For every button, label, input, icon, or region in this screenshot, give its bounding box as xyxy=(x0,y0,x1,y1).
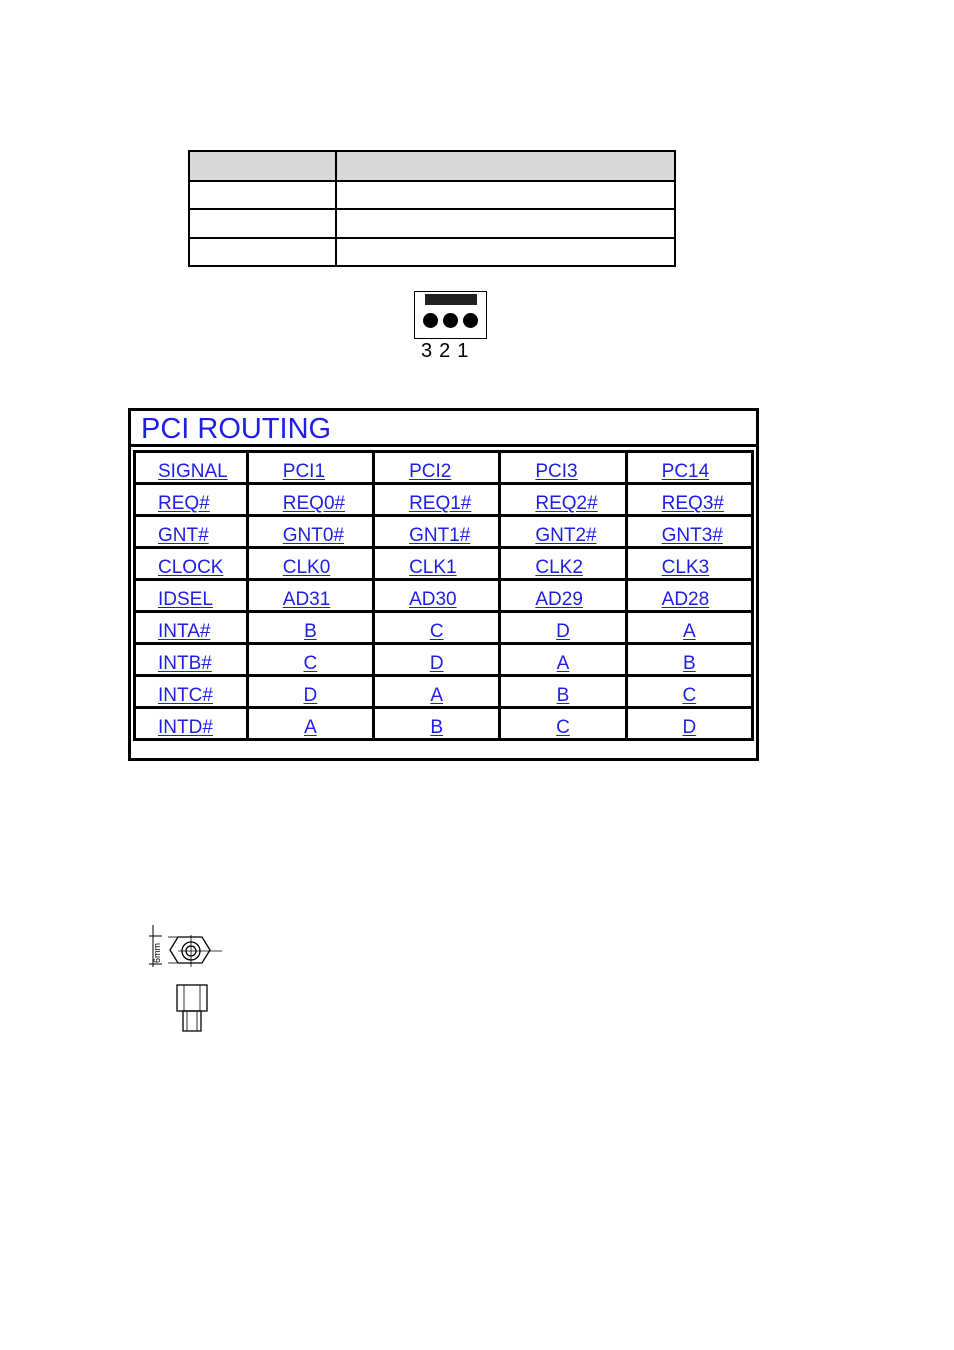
table-cell xyxy=(189,209,336,237)
jumper-cap xyxy=(425,294,477,305)
jumper-pin-1 xyxy=(463,313,478,328)
table-cell: A xyxy=(628,613,751,642)
table-cell: AD30 xyxy=(375,581,498,610)
table-cell: B xyxy=(249,613,372,642)
header-cell: PC14 xyxy=(628,453,751,482)
table-cell: AD31 xyxy=(249,581,372,610)
table-row xyxy=(136,485,751,514)
signal-cell: INTD# xyxy=(136,709,246,738)
table-cell: A xyxy=(249,709,372,738)
header-cell: PCI2 xyxy=(375,453,498,482)
table-cell: D xyxy=(375,645,498,674)
table-header-cell xyxy=(336,151,675,181)
signal-cell: INTB# xyxy=(136,645,246,674)
signal-cell: REQ# xyxy=(136,485,246,514)
table-cell: C xyxy=(628,677,751,706)
pci-routing-grid xyxy=(133,450,754,741)
standoff-body xyxy=(177,985,207,1011)
table-cell: REQ2# xyxy=(501,485,624,514)
hex-nut-outline xyxy=(170,937,210,963)
table-cell: CLK0 xyxy=(249,549,372,578)
signal-cell: INTA# xyxy=(136,613,246,642)
signal-cell: INTC# xyxy=(136,677,246,706)
table-row xyxy=(136,613,751,642)
table-row xyxy=(189,238,675,266)
jumper-pin-labels xyxy=(421,340,491,364)
table-cell: GNT1# xyxy=(375,517,498,546)
table-row xyxy=(136,549,751,578)
table-cell: AD28 xyxy=(628,581,751,610)
table-cell: GNT2# xyxy=(501,517,624,546)
header-cell: SIGNAL xyxy=(136,453,246,482)
table-row xyxy=(136,517,751,546)
table-cell: C xyxy=(375,613,498,642)
table-cell: CLK2 xyxy=(501,549,624,578)
pci-routing-title: PCI ROUTING xyxy=(131,411,756,447)
table-cell: REQ1# xyxy=(375,485,498,514)
pci-routing-table xyxy=(128,408,759,761)
pin-label: 2 xyxy=(439,340,451,362)
table-header-row xyxy=(136,453,751,482)
table-cell: A xyxy=(501,645,624,674)
signal-cell: CLOCK xyxy=(136,549,246,578)
standoff-drawing xyxy=(140,915,230,1040)
pin-label: 1 xyxy=(457,340,469,362)
table-cell: REQ0# xyxy=(249,485,372,514)
table-cell xyxy=(336,181,675,209)
table-cell: CLK3 xyxy=(628,549,751,578)
signal-cell: GNT# xyxy=(136,517,246,546)
table-cell: AD29 xyxy=(501,581,624,610)
table-cell: GNT3# xyxy=(628,517,751,546)
header-cell: PCI3 xyxy=(501,453,624,482)
header-cell: PCI1 xyxy=(249,453,372,482)
table-cell: D xyxy=(249,677,372,706)
jumper-pin-3 xyxy=(423,313,438,328)
table-cell xyxy=(189,238,336,266)
table-cell: CLK1 xyxy=(375,549,498,578)
jumper-pin-2 xyxy=(443,313,458,328)
table-cell: GNT0# xyxy=(249,517,372,546)
pin-definition-table xyxy=(188,150,676,267)
table-row xyxy=(136,709,751,738)
table-cell: C xyxy=(249,645,372,674)
table-cell: B xyxy=(501,677,624,706)
table-cell: B xyxy=(628,645,751,674)
table-cell xyxy=(336,238,675,266)
table-cell: D xyxy=(501,613,624,642)
table-cell: A xyxy=(375,677,498,706)
table-cell xyxy=(336,209,675,237)
table-cell: REQ3# xyxy=(628,485,751,514)
table-cell: B xyxy=(375,709,498,738)
table-header-cell xyxy=(189,151,336,181)
table-row xyxy=(136,581,751,610)
table-cell xyxy=(189,181,336,209)
standoff-thread xyxy=(183,1011,201,1031)
pin-label: 3 xyxy=(421,340,433,362)
dimension-label: 6mm xyxy=(152,943,162,963)
table-cell: C xyxy=(501,709,624,738)
table-row xyxy=(189,181,675,209)
table-row xyxy=(189,209,675,237)
signal-cell: IDSEL xyxy=(136,581,246,610)
table-cell: D xyxy=(628,709,751,738)
table-row xyxy=(136,645,751,674)
table-row xyxy=(136,677,751,706)
jumper-diagram xyxy=(414,291,487,339)
table-header-row xyxy=(189,151,675,181)
